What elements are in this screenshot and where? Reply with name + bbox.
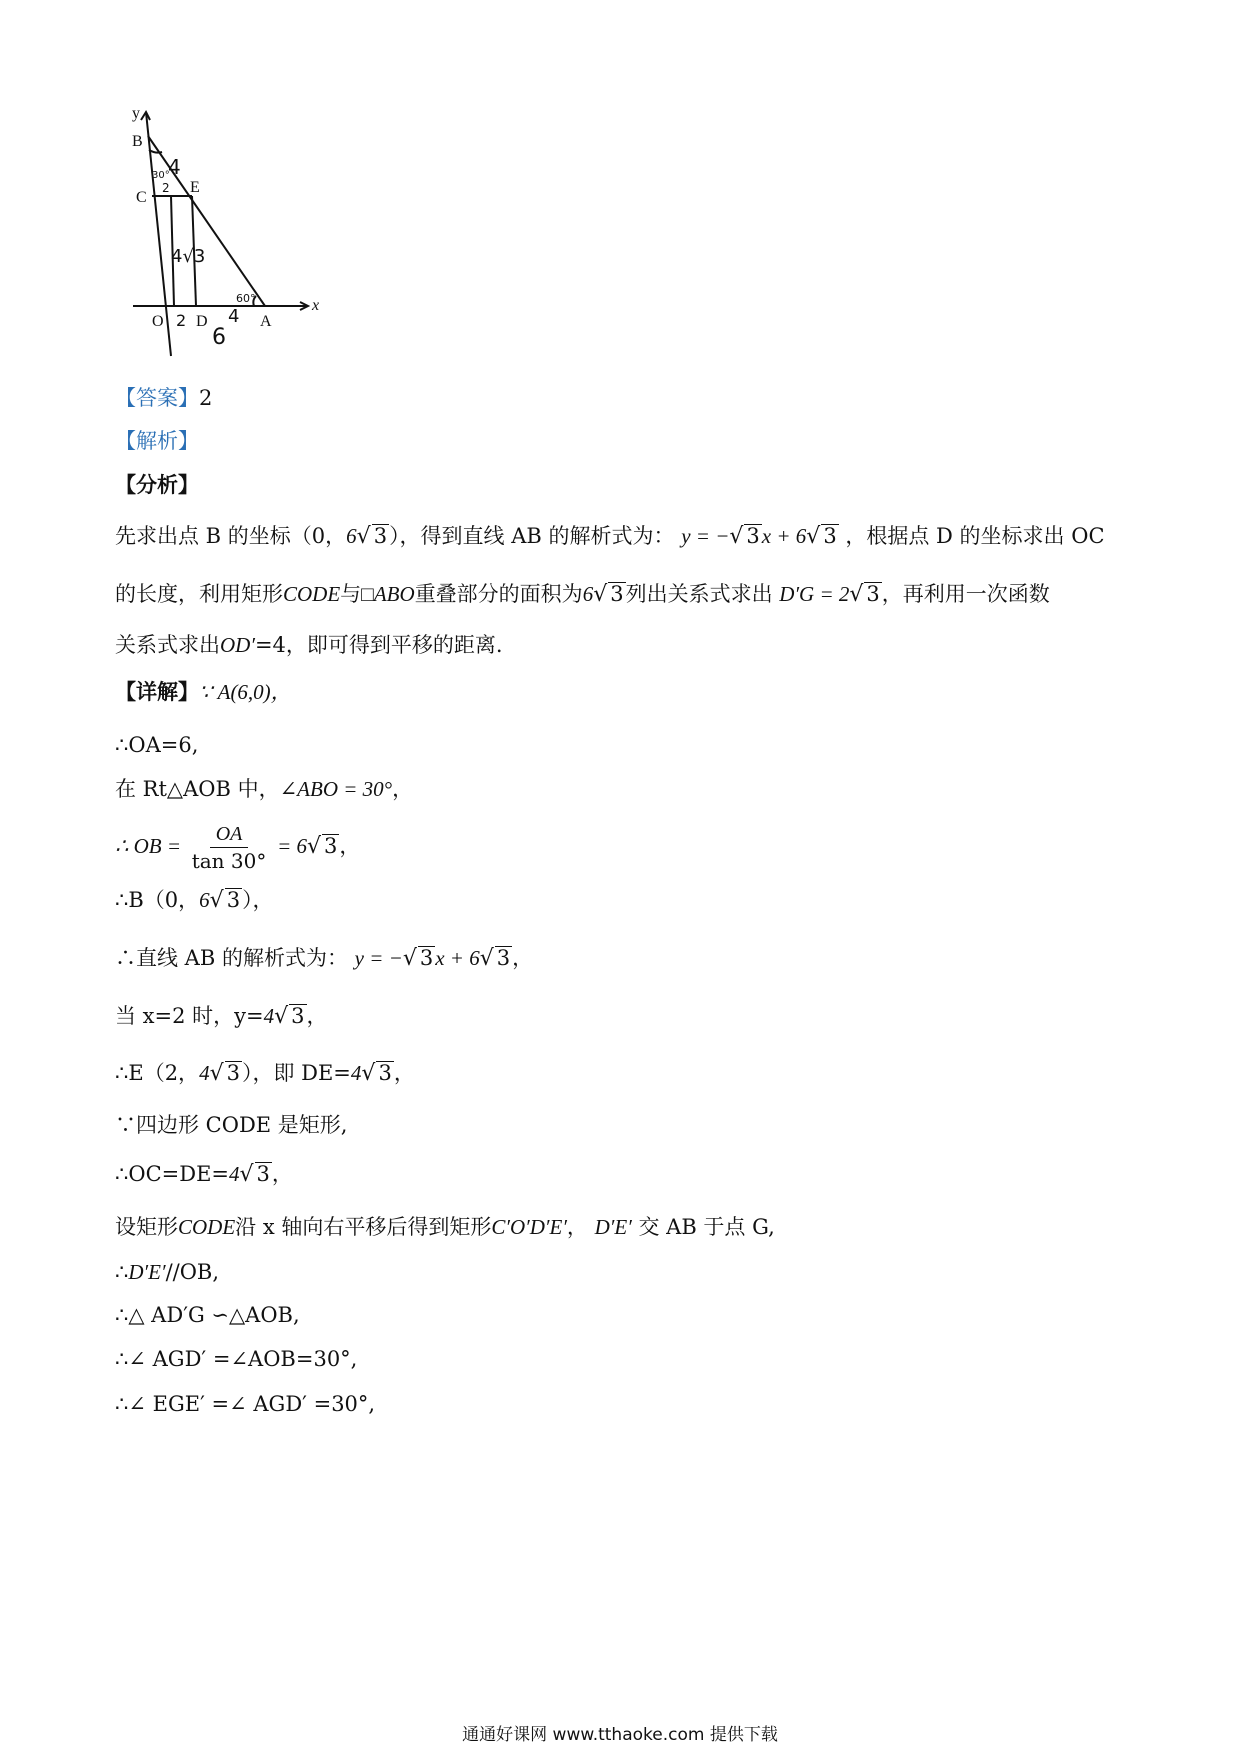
- math: CODE: [283, 582, 341, 606]
- text: ∴OC=DE=: [115, 1162, 230, 1186]
- detail-e-coord: [115, 1058, 415, 1089]
- math: D′E′: [128, 1260, 166, 1284]
- label-len-ce: 2: [162, 181, 170, 195]
- math: CODE: [178, 1215, 236, 1239]
- label-angle-a: 60°: [236, 292, 256, 305]
- math: 3: [496, 946, 511, 970]
- text: ，: [512, 946, 534, 970]
- detail-rect: ∵四边形 CODE 是矩形,: [115, 1113, 348, 1137]
- text: ，: [393, 1061, 415, 1085]
- answer-tag: 【答案】: [115, 386, 199, 410]
- text: ，: [339, 834, 361, 858]
- geometry-figure: [128, 108, 388, 408]
- fenxi-tag: 【分析】: [115, 472, 199, 497]
- math: 3: [324, 834, 338, 858]
- fenxi-line-2: [115, 579, 1050, 610]
- sqrt-sign: √: [849, 582, 864, 607]
- detail-ab-line: [115, 943, 533, 974]
- label-y: y: [132, 108, 140, 122]
- detail-oa: ∴OA=6,: [115, 733, 199, 757]
- math: D′E′: [594, 1215, 632, 1239]
- sqrt-sign: √: [361, 1061, 376, 1086]
- label-len-od: 2: [176, 311, 187, 330]
- sqrt-sign: √: [356, 524, 371, 549]
- text: 的长度，利用矩形: [115, 582, 283, 606]
- detail-shift: [115, 1212, 775, 1242]
- fenxi-line-1: [115, 521, 1105, 552]
- text: 列出关系式求出: [625, 582, 773, 606]
- label-len-da: 4: [228, 306, 240, 327]
- line-ab: [148, 136, 265, 306]
- sqrt-sign: √: [306, 834, 322, 859]
- text: ∴直线 AB 的解析式为：: [115, 946, 348, 970]
- text: 交 AB 于点 G,: [638, 1215, 775, 1239]
- math: 3: [866, 582, 880, 606]
- math: 3: [746, 524, 760, 548]
- text: 与: [340, 582, 362, 606]
- detail-parallel: [115, 1257, 219, 1287]
- sqrt-sign: √: [593, 582, 608, 607]
- text: ∴: [115, 1260, 129, 1284]
- math: 6: [199, 888, 210, 912]
- text: ，: [306, 1004, 328, 1028]
- sqrt-sign: √: [239, 1162, 254, 1187]
- math: 3: [291, 1004, 305, 1028]
- label-x: x: [312, 297, 320, 314]
- label-len-oa: 6: [212, 325, 226, 350]
- sqrt-sign: √: [479, 946, 494, 971]
- label-c: C: [136, 189, 147, 206]
- math: ∵ A(6,0)，: [199, 680, 292, 704]
- text: ，: [271, 1162, 293, 1186]
- text: 沿 x 轴向右平移后得到矩形: [235, 1215, 492, 1239]
- math: 3: [226, 888, 241, 912]
- sqrt-sign: √: [402, 946, 417, 971]
- math: 3: [378, 1061, 392, 1085]
- label-len-de: 4√3: [171, 246, 206, 267]
- label-e: E: [190, 179, 200, 196]
- text: ∴B（0，: [115, 888, 200, 912]
- math: y = −: [354, 946, 403, 970]
- fraction-numerator: OA: [210, 821, 249, 848]
- math: y = −: [681, 524, 730, 548]
- text: =4，即可得到平移的距离.: [254, 633, 503, 657]
- answer-line: [115, 383, 212, 413]
- math: 3: [419, 946, 434, 970]
- math: 6: [582, 582, 594, 606]
- math: 4: [229, 1162, 240, 1186]
- detail-rt: [115, 774, 413, 804]
- fraction-denominator: tan 30°: [191, 849, 267, 873]
- text: ，根据点 D 的坐标求出 OC: [845, 524, 1105, 548]
- math: 4: [350, 1061, 362, 1085]
- math: OD′: [220, 633, 255, 657]
- sqrt-sign: √: [729, 524, 744, 549]
- text: //OB,: [165, 1260, 220, 1284]
- text: 先求出点 B 的坐标（0，: [115, 524, 347, 548]
- math: 3: [610, 582, 624, 606]
- math: x + 6: [761, 524, 807, 548]
- math: 3: [226, 1061, 240, 1085]
- text: ∴E（2，: [115, 1061, 200, 1085]
- label-b: B: [132, 133, 143, 150]
- analysis-tag: 【解析】: [115, 429, 199, 453]
- label-d: D: [196, 313, 208, 330]
- answer-value: 2: [199, 386, 213, 410]
- math: = 6: [277, 834, 307, 858]
- math: 4: [263, 1004, 275, 1028]
- math: □ABO: [361, 582, 415, 606]
- label-len-be: 4: [168, 155, 181, 179]
- text: 在 Rt△AOB 中，: [115, 777, 280, 801]
- text: ，: [566, 1215, 588, 1239]
- page-footer: 通通好课网 www.tthaoke.com 提供下载: [462, 1725, 778, 1745]
- sqrt-sign: √: [274, 1004, 289, 1029]
- math: 6: [346, 524, 357, 548]
- math: 3: [256, 1162, 270, 1186]
- text: 当 x=2 时，y=: [115, 1004, 264, 1028]
- sqrt-sign: √: [209, 1061, 224, 1086]
- detail-oc-de: [115, 1159, 293, 1190]
- text: ，再利用一次函数: [881, 582, 1050, 606]
- detail-tag: 【详解】: [115, 679, 199, 704]
- math: 3: [823, 524, 837, 548]
- detail-b-coord: [115, 885, 274, 916]
- text: 重叠部分的面积为: [414, 582, 583, 606]
- math: 3: [373, 524, 388, 548]
- text: ，: [392, 777, 414, 801]
- text: ），得到直线 AB 的解析式为：: [389, 524, 675, 548]
- fenxi-line-3: [115, 630, 503, 660]
- sqrt-sign: √: [806, 524, 821, 549]
- label-angle-b: 30°: [152, 170, 170, 181]
- math: x + 6: [435, 946, 480, 970]
- detail-angle-1: ∴∠ AGD′ =∠AOB=30°,: [115, 1347, 358, 1371]
- detail-similar: ∴△ AD′G ∽△AOB,: [115, 1303, 300, 1327]
- math: ∠ABO = 30°: [279, 777, 393, 801]
- text: 关系式求出: [115, 633, 220, 657]
- label-a: A: [260, 313, 272, 330]
- label-o: O: [152, 313, 164, 330]
- math: D′G = 2: [779, 582, 850, 606]
- text: ），即 DE=: [241, 1061, 351, 1085]
- detail-when: [115, 1001, 328, 1032]
- detail-ob: [115, 818, 360, 875]
- math: 4: [199, 1061, 210, 1085]
- fraction: [192, 821, 267, 874]
- math: ∴ OB =: [115, 834, 182, 858]
- text: 设矩形: [115, 1215, 178, 1239]
- math: C′O′D′E′: [491, 1215, 567, 1239]
- text: ），: [242, 888, 274, 912]
- sqrt-sign: √: [209, 888, 224, 913]
- detail-angle-2: ∴∠ EGE′ =∠ AGD′ =30°,: [115, 1392, 376, 1416]
- detail-line-1: [115, 677, 292, 707]
